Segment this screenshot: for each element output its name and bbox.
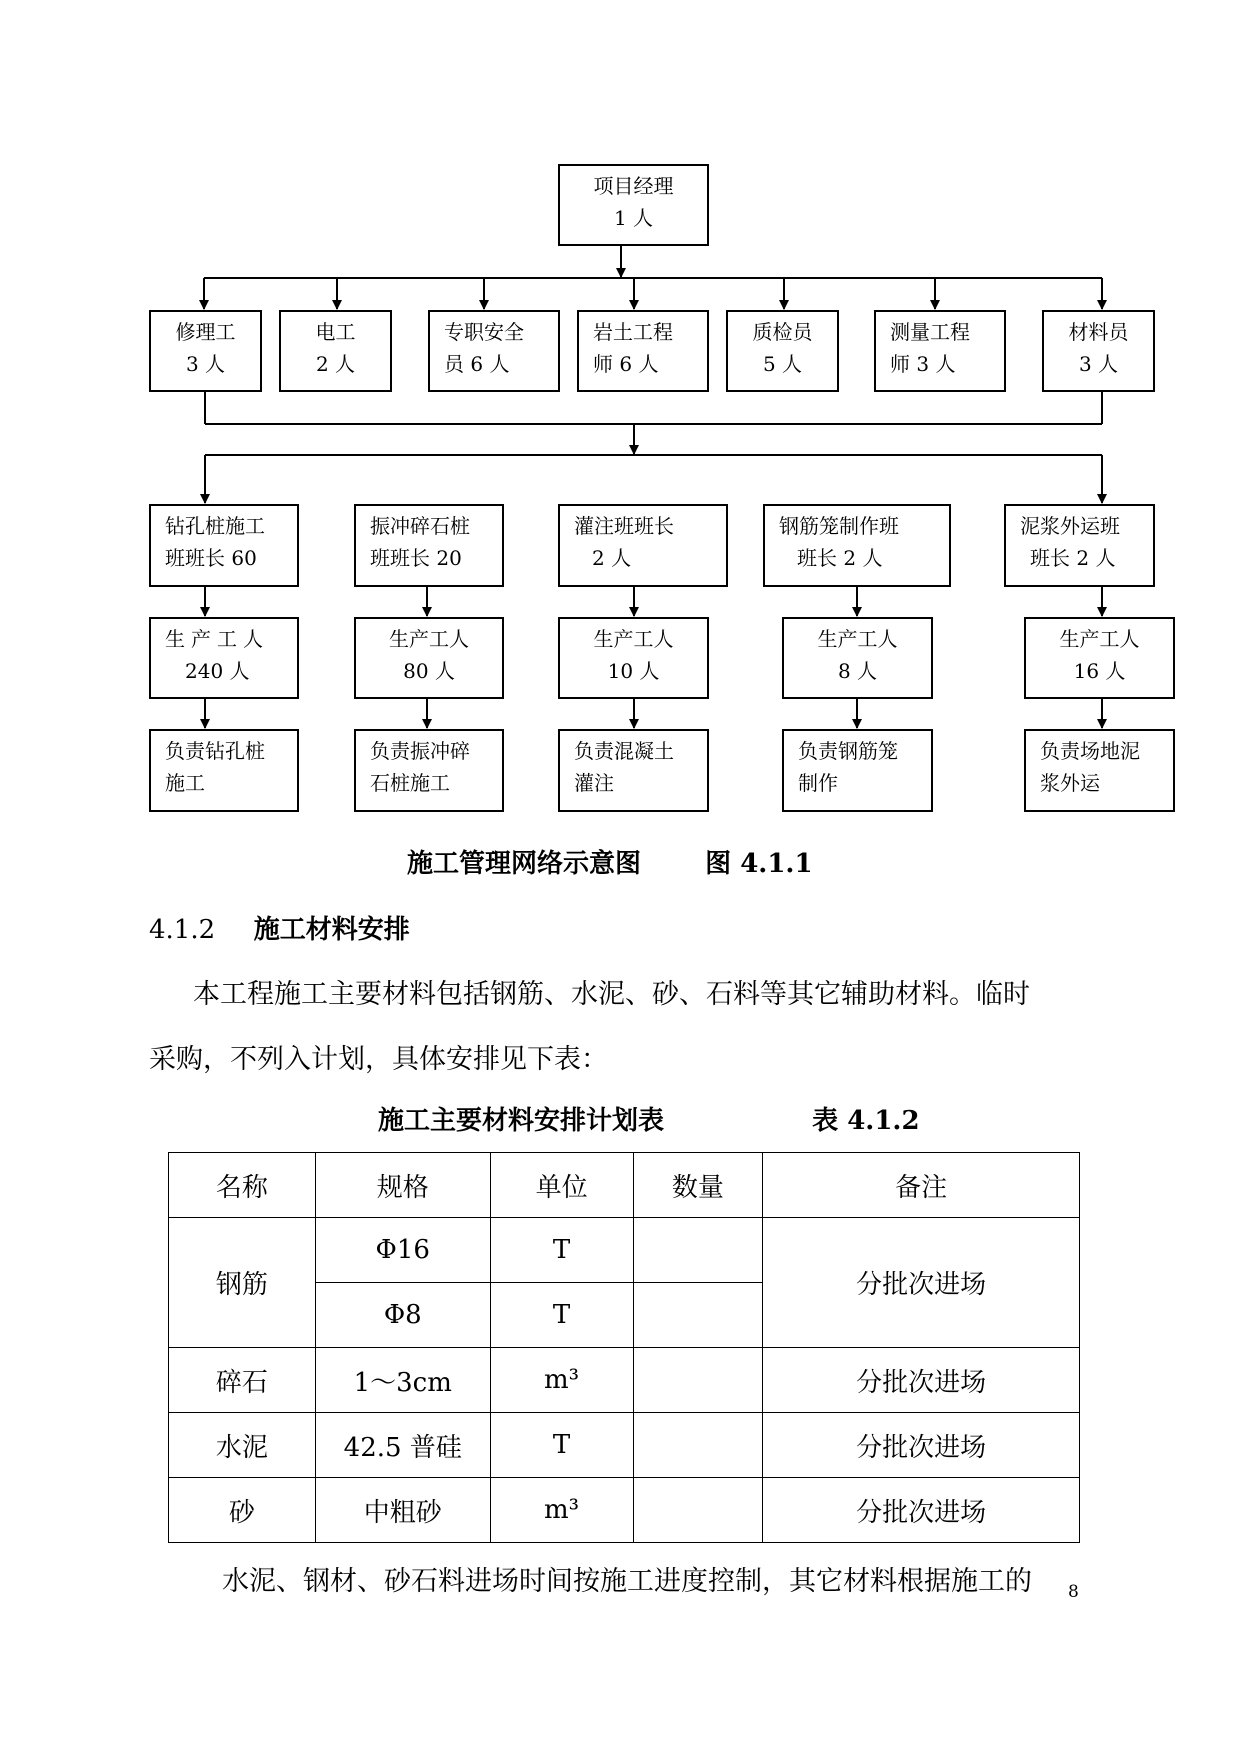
box-count: 班长 2 人	[797, 546, 883, 570]
quantity-cell	[633, 1218, 763, 1283]
rebar-cage-workers-box	[782, 617, 933, 699]
box-count: 5 人	[762, 352, 803, 376]
box-title: 岩土工程	[593, 320, 673, 344]
material-name-cell: 砂	[169, 1478, 316, 1543]
quality-inspector-box	[726, 310, 839, 392]
unit-cell: T	[490, 1413, 633, 1478]
spec-cell: 1～3cm	[315, 1348, 490, 1413]
box-title: 专职安全	[444, 320, 524, 344]
electrician-box	[279, 310, 392, 392]
box-title: 修理工	[175, 320, 236, 344]
box-count: 班班长 60	[165, 546, 257, 570]
pouring-leader-box	[558, 504, 728, 587]
bored-pile-leader-box	[149, 504, 299, 587]
pouring-duty-box	[558, 729, 709, 812]
unit-cell: T	[490, 1283, 633, 1348]
box-count: 员 6 人	[444, 352, 510, 376]
page-number: 8	[1068, 1582, 1079, 1602]
figure-title: 施工管理网络示意图	[407, 849, 642, 879]
slurry-transport-leader-box	[1004, 504, 1155, 587]
column-header: 单位	[490, 1153, 633, 1218]
bored-pile-workers-box	[149, 617, 299, 699]
paragraph-line: 采购，不列入计划，具体安排见下表：	[149, 1044, 608, 1075]
table-caption	[378, 1100, 920, 1137]
paragraph-line: 本工程施工主要材料包括钢筋、水泥、砂、石料等其它辅助材料。临时	[193, 979, 1030, 1010]
box-count: 1 人	[613, 206, 654, 230]
box-count: 3 人	[185, 352, 226, 376]
box-count: 班长 2 人	[1030, 546, 1116, 570]
spec-cell: 42.5 普硅	[315, 1413, 490, 1478]
bored-pile-duty-box	[149, 729, 299, 812]
unit-cell: m³	[490, 1478, 633, 1543]
rebar-cage-leader-box	[763, 504, 951, 587]
geotechnical-engineer-box	[577, 310, 709, 392]
box-count: 80 人	[403, 659, 455, 683]
box-title: 负责钢筋笼	[798, 739, 898, 763]
quantity-cell	[633, 1283, 763, 1348]
box-title: 振冲碎石桩	[370, 514, 470, 538]
box-title: 生产工人	[165, 627, 269, 651]
box-title: 质检员	[752, 320, 813, 344]
unit-cell: m³	[490, 1348, 633, 1413]
box-count: 班班长 20	[370, 546, 462, 570]
box-title: 项目经理	[593, 174, 674, 198]
column-header: 备注	[763, 1153, 1080, 1218]
box-count: 2 人	[315, 352, 356, 376]
box-count: 3 人	[1078, 352, 1119, 376]
box-count: 16 人	[1073, 659, 1126, 683]
spec-cell: 中粗砂	[315, 1478, 490, 1543]
pouring-workers-box	[558, 617, 709, 699]
box-subtitle: 施工	[165, 771, 205, 795]
unit-cell: T	[490, 1218, 633, 1283]
section-number: 4.1.2	[149, 915, 216, 945]
box-count: 8 人	[837, 659, 878, 683]
project-manager-box	[558, 164, 709, 246]
slurry-transport-duty-box	[1024, 729, 1175, 812]
material-name-cell: 水泥	[169, 1413, 316, 1478]
box-title: 生产工人	[1059, 627, 1140, 651]
box-title: 泥浆外运班	[1020, 514, 1120, 538]
box-title: 生产工人	[817, 627, 898, 651]
table-row	[169, 1348, 1080, 1413]
box-title: 负责混凝土	[574, 739, 674, 763]
box-title: 材料员	[1068, 320, 1129, 344]
materials-table	[168, 1152, 1080, 1543]
rebar-cage-duty-box	[782, 729, 933, 812]
note-cell: 分批次进场	[763, 1478, 1080, 1543]
repair-worker-box	[149, 310, 262, 392]
box-subtitle: 石桩施工	[370, 771, 450, 795]
column-header: 规格	[315, 1153, 490, 1218]
quantity-cell	[633, 1348, 763, 1413]
box-title: 钻孔桩施工	[165, 514, 265, 538]
vibro-pile-workers-box	[354, 617, 504, 699]
figure-number: 图 4.1.1	[705, 849, 813, 879]
box-subtitle: 制作	[798, 771, 838, 795]
note-cell: 分批次进场	[763, 1413, 1080, 1478]
note-cell: 分批次进场	[763, 1218, 1080, 1348]
figure-caption	[407, 843, 813, 880]
table-row	[169, 1413, 1080, 1478]
box-count: 10 人	[607, 659, 660, 683]
column-header: 数量	[633, 1153, 763, 1218]
spec-cell: Φ8	[315, 1283, 490, 1348]
box-title: 测量工程	[890, 320, 970, 344]
column-header: 名称	[169, 1153, 316, 1218]
table-row	[169, 1478, 1080, 1543]
quantity-cell	[633, 1413, 763, 1478]
box-count: 2 人	[592, 546, 632, 570]
material-clerk-box	[1042, 310, 1155, 392]
box-title: 负责场地泥	[1040, 739, 1140, 763]
table-header-row	[169, 1153, 1080, 1218]
box-title: 灌注班班长	[574, 514, 674, 538]
table-title: 施工主要材料安排计划表	[378, 1106, 665, 1136]
spec-cell: Φ16	[315, 1218, 490, 1283]
box-subtitle: 浆外运	[1040, 771, 1100, 795]
box-count: 师 6 人	[593, 352, 659, 376]
box-title: 生产工人	[389, 627, 469, 651]
section-heading	[149, 909, 410, 946]
note-cell: 分批次进场	[763, 1348, 1080, 1413]
box-count: 240 人	[185, 659, 250, 683]
box-title: 生产工人	[593, 627, 674, 651]
box-title: 钢筋笼制作班	[779, 514, 899, 538]
box-title: 负责钻孔桩	[165, 739, 265, 763]
box-subtitle: 灌注	[574, 771, 614, 795]
slurry-transport-workers-box	[1024, 617, 1175, 699]
paragraph-line: 水泥、钢材、砂石料进场时间按施工进度控制，其它材料根据施工的	[222, 1566, 1032, 1597]
vibro-pile-duty-box	[354, 729, 504, 812]
vibro-pile-leader-box	[354, 504, 504, 587]
quantity-cell	[633, 1478, 763, 1543]
material-name-cell: 钢筋	[169, 1218, 316, 1348]
safety-officer-box	[428, 310, 560, 392]
table-number: 表 4.1.2	[812, 1106, 920, 1136]
section-title: 施工材料安排	[253, 915, 410, 945]
box-title: 负责振冲碎	[370, 739, 470, 763]
box-title: 电工	[315, 320, 356, 344]
box-count: 师 3 人	[890, 352, 956, 376]
survey-engineer-box	[874, 310, 1006, 392]
material-name-cell: 碎石	[169, 1348, 316, 1413]
table-row	[169, 1218, 1080, 1283]
